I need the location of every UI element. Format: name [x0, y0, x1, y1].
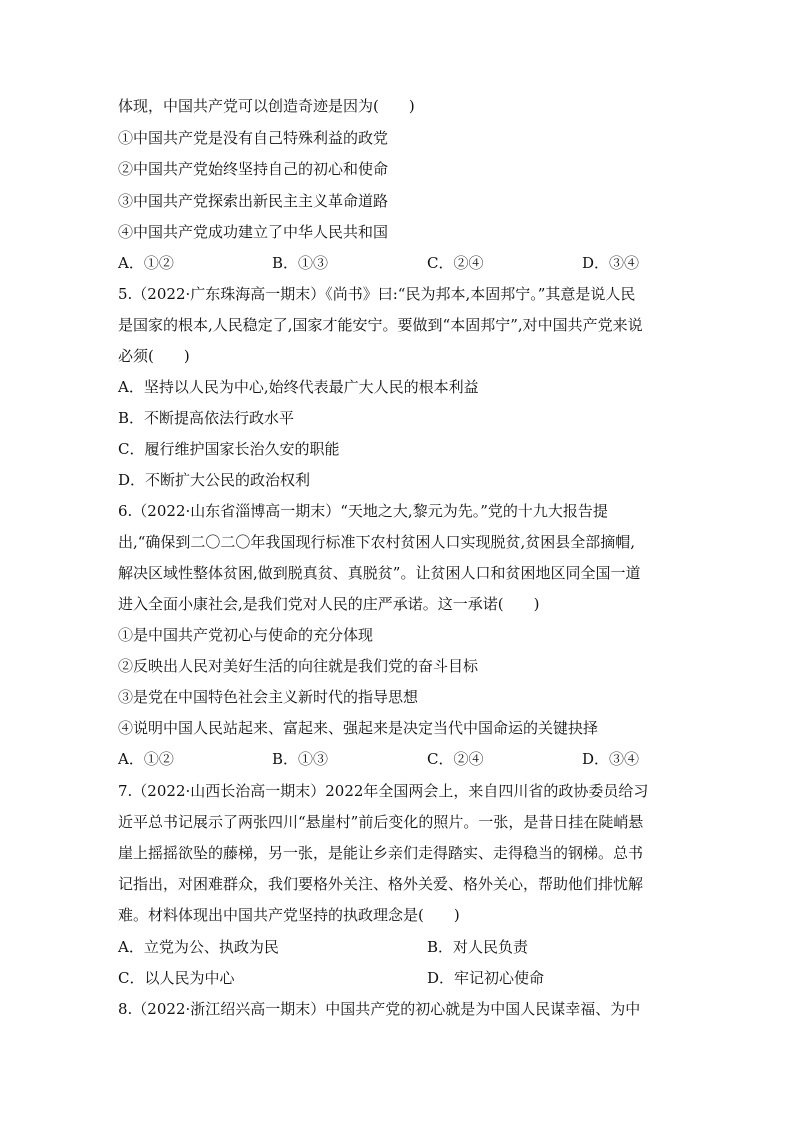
- question-7-option-c: C．以人民为中心: [118, 969, 235, 987]
- question-6-statement-1: ①是中国共产党初心与使命的充分体现: [118, 626, 374, 644]
- question-5-stem-line-3: 必须( ): [118, 347, 190, 365]
- option-a: A．①②: [118, 254, 174, 272]
- question-5-option-a: A．坚持以人民为中心,始终代表最广大人民的根本利益: [118, 378, 479, 396]
- statement-1: ①中国共产党是没有自己特殊利益的政党: [118, 129, 389, 147]
- question-6-option-c: C．②④: [427, 750, 484, 768]
- question-7-option-d: D．牢记初心使命: [427, 969, 545, 987]
- question-7-stem-line-1: 7.（2022·山西长治高一期末）2022年全国两会上，来自四川省的政协委员给习: [118, 782, 649, 800]
- question-7-option-b: B．对人民负责: [427, 938, 529, 956]
- question-6-option-d: D．③④: [582, 750, 640, 768]
- question-7-stem-line-4: 记指出，对困难群众，我们要格外关注、格外关爱、格外关心，帮助他们排忧解: [118, 875, 644, 893]
- question-6-statement-2: ②反映出人民对美好生活的向往就是我们党的奋斗目标: [118, 657, 479, 675]
- question-6-stem-line-2: 出,“确保到二〇二〇年我国现行标准下农村贫困人口实现脱贫,贫困县全部摘帽,: [118, 533, 635, 551]
- question-5-option-b: B．不断提高依法行政水平: [118, 409, 295, 427]
- question-7-stem-line-5: 难。材料体现出中国共产党坚持的执政理念是( ): [118, 906, 460, 924]
- statement-2: ②中国共产党始终坚持自己的初心和使命: [118, 160, 389, 178]
- question-5-option-c: C．履行维护国家长治久安的职能: [118, 440, 340, 458]
- question-6-statement-4: ④说明中国人民站起来、富起来、强起来是决定当代中国命运的关键抉择: [118, 719, 599, 737]
- question-5-option-d: D．不断扩大公民的政治权利: [118, 471, 311, 489]
- option-b: B．①③: [272, 254, 329, 272]
- question-7-stem-line-2: 近平总书记展示了两张四川“悬崖村”前后变化的照片。一张，是昔日挂在陡峭悬: [118, 813, 644, 831]
- question-7-option-a: A．立党为公、执政为民: [118, 938, 279, 956]
- question-stem-line: 体现，中国共产党可以创造奇迹是因为( ): [118, 97, 415, 115]
- question-5-stem-line-1: 5.（2022·广东珠海高一期末）《尚书》曰:“民为邦本,本固邦宁。”其意是说人民: [118, 285, 636, 303]
- option-d: D．③④: [582, 254, 640, 272]
- question-6-stem-line-4: 进入全面小康社会,是我们党对人民的庄严承诺。这一承诺( ): [118, 595, 540, 613]
- question-6-stem-line-3: 解决区域性整体贫困,做到脱真贫、真脱贫”。让贫困人口和贫困地区同全国一道: [118, 564, 641, 582]
- question-5-stem-line-2: 是国家的根本,人民稳定了,国家才能安宁。要做到“本固邦宁”,对中国共产党来说: [118, 316, 643, 334]
- question-7-stem-line-3: 崖上摇摇欲坠的藤梯，另一张，是能让乡亲们走得踏实、走得稳当的钢梯。总书: [118, 844, 644, 862]
- question-6-stem-line-1: 6.（2022·山东省淄博高一期末）“天地之大,黎元为先。”党的十九大报告提: [118, 502, 608, 520]
- question-6-option-a: A．①②: [118, 750, 174, 768]
- question-6-statement-3: ③是党在中国特色社会主义新时代的指导思想: [118, 688, 419, 706]
- question-6-option-b: B．①③: [272, 750, 329, 768]
- option-c: C．②④: [427, 254, 484, 272]
- question-8-stem-line-1: 8.（2022·浙江绍兴高一期末）中国共产党的初心就是为中国人民谋幸福、为中: [118, 1000, 641, 1018]
- statement-4: ④中国共产党成功建立了中华人民共和国: [118, 223, 389, 241]
- statement-3: ③中国共产党探索出新民主主义革命道路: [118, 192, 389, 210]
